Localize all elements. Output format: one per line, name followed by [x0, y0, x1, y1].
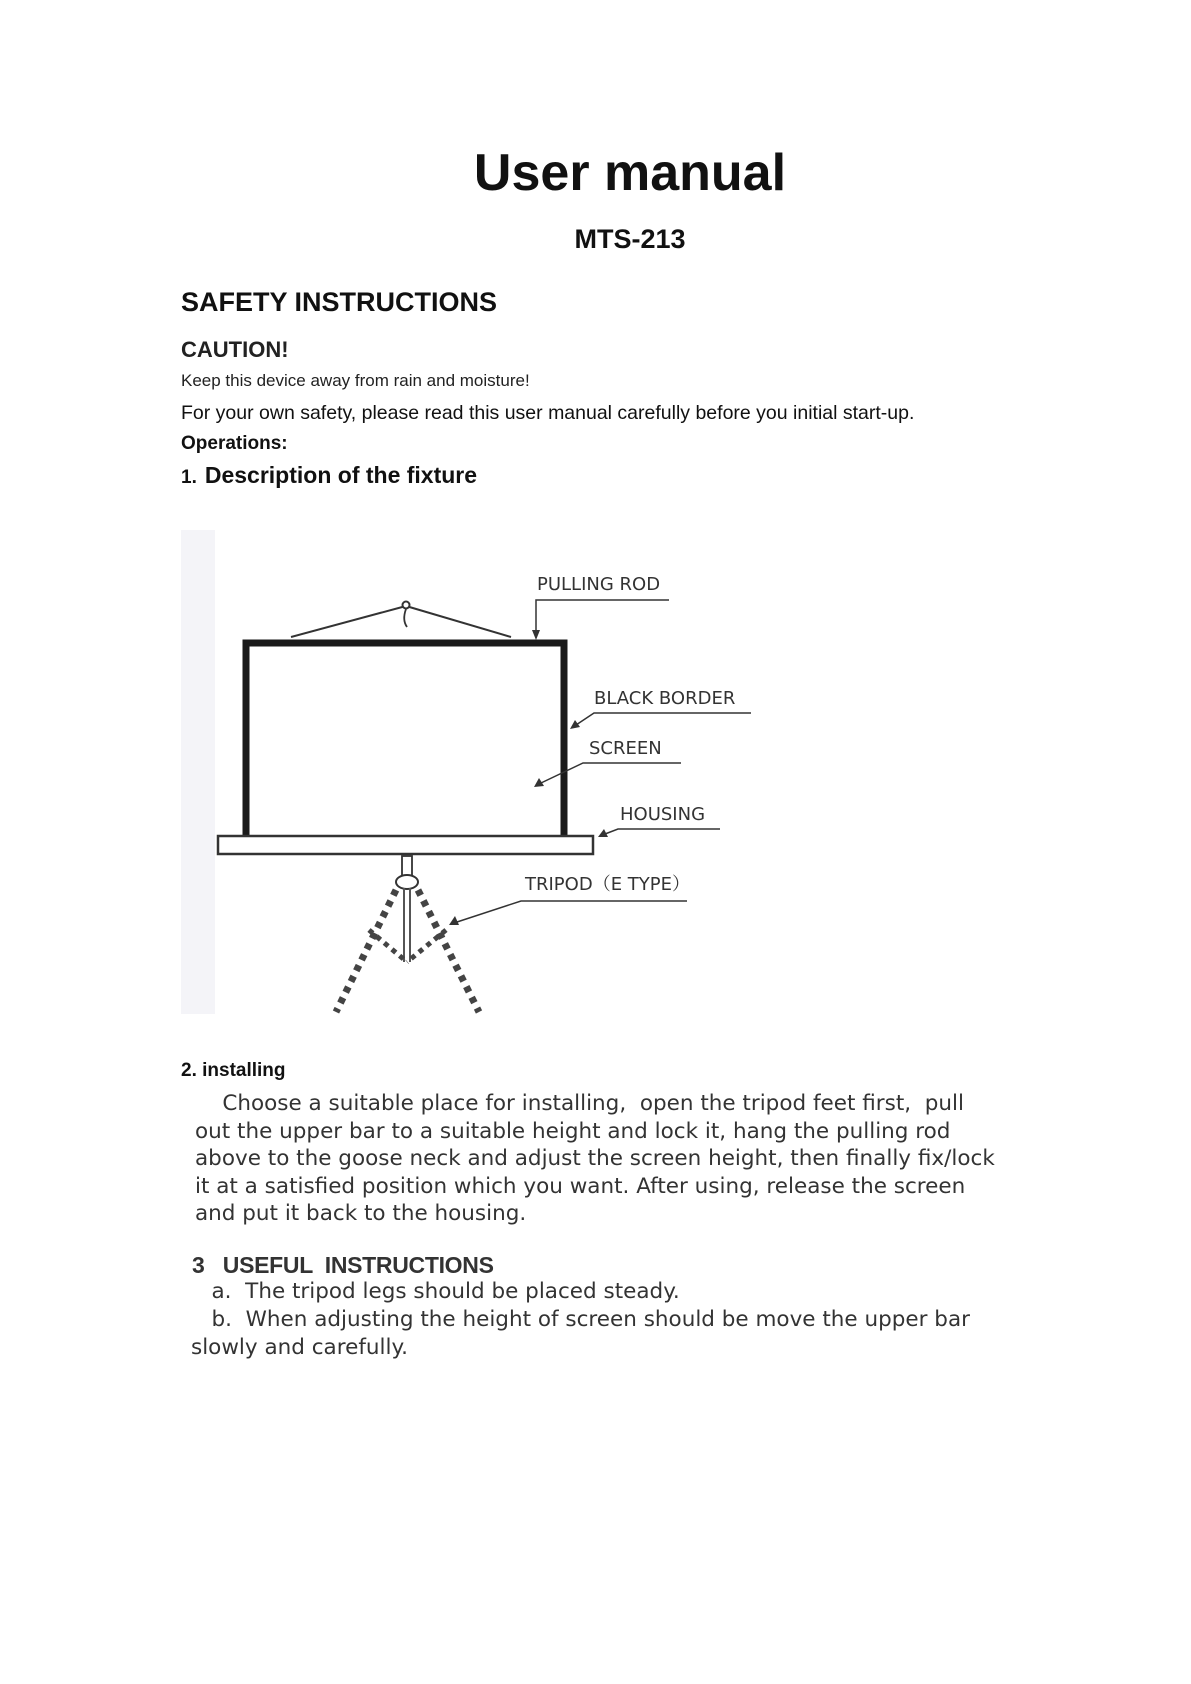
- tripod-head: [396, 875, 418, 889]
- tripod-neck: [402, 856, 412, 876]
- installing-line: out the upper bar to a suitable height and lock it, hang the pulling rod: [195, 1118, 951, 1144]
- projector-screen-diagram: [181, 530, 781, 1020]
- useful-instructions-list: [191, 1278, 970, 1362]
- document-title: User manual: [473, 144, 787, 202]
- pulling-rod-hook: [403, 602, 410, 609]
- model-number: MTS-213: [574, 224, 686, 254]
- section3-heading: 3 USEFUL INSTRUCTIONS: [192, 1252, 494, 1278]
- pulling-rod-left-wire: [291, 606, 406, 637]
- installing-line: Choose a suitable place for installing, open the tripod feet first, pull: [195, 1091, 964, 1116]
- leader-tripod: [457, 901, 687, 922]
- label-tripod: TRIPOD（E TYPE）: [525, 874, 691, 895]
- installing-line: it at a satisfied position which you want. After using, release the screen: [195, 1173, 966, 1199]
- label-black-border: BLACK BORDER: [594, 688, 736, 709]
- label-screen: SCREEN: [589, 738, 662, 759]
- tripod-leg-left: [336, 890, 396, 1012]
- leader-pulling-rod: [536, 600, 669, 633]
- label-housing: HOUSING: [620, 804, 706, 825]
- leader-housing: [605, 829, 720, 834]
- section1-title: Description of the fixture: [204, 462, 478, 488]
- section1-heading: [181, 462, 477, 489]
- arrow-black-border: [570, 720, 580, 729]
- section2-heading: 2. installing: [181, 1060, 286, 1081]
- screen-black-border: [246, 643, 564, 841]
- housing-bar: [218, 836, 593, 854]
- tripod-leg-right: [418, 890, 479, 1012]
- installing-line: and put it back to the housing.: [195, 1201, 527, 1226]
- arrow-pulling-rod: [532, 630, 540, 640]
- moisture-warning: Keep this device away from rain and moisture!: [181, 371, 530, 390]
- label-pulling-rod: PULLING ROD: [537, 574, 661, 595]
- pulling-rod-hook-curve: [404, 609, 407, 627]
- leader-black-border: [576, 713, 751, 725]
- operations-heading: Operations:: [181, 433, 288, 454]
- arrow-tripod: [449, 916, 459, 925]
- section1-number: 1.: [181, 467, 197, 488]
- installing-paragraph: [195, 1090, 1015, 1228]
- scan-shadow-strip: [181, 530, 215, 1014]
- pulling-rod-right-wire: [406, 606, 511, 637]
- useful-item-b-cont: slowly and carefully.: [191, 1335, 408, 1360]
- installing-line: above to the goose neck and adjust the screen height, then finally fix/lock: [195, 1146, 995, 1171]
- safety-heading: SAFETY INSTRUCTIONS: [181, 287, 498, 317]
- caution-heading: CAUTION!: [181, 337, 289, 362]
- useful-item-a: a. The tripod legs should be placed steady.: [191, 1279, 680, 1304]
- useful-item-b: b. When adjusting the height of screen should be move the upper bar: [191, 1307, 970, 1332]
- read-manual-notice: For your own safety, please read this user manual carefully before you initial start-up.: [181, 402, 915, 424]
